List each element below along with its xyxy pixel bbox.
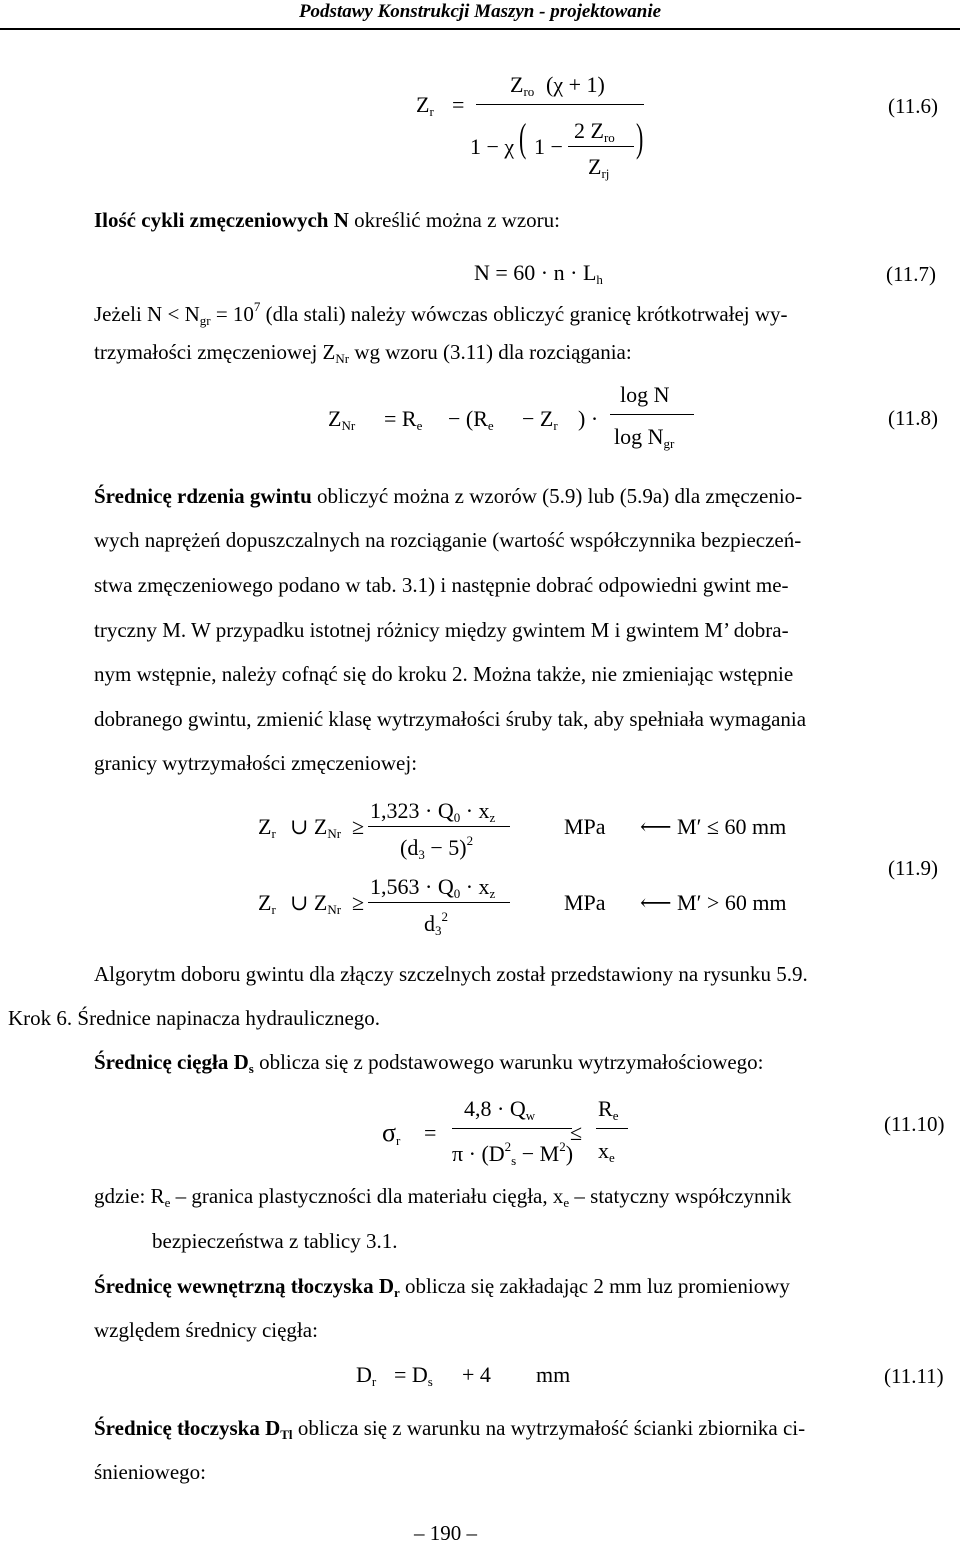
fraction-bar: [368, 902, 510, 903]
paragraph-inner-line2: względem średnicy cięgła:: [94, 1318, 318, 1342]
paragraph-if-line1: Jeżeli $N < N_{gr} = 10^7$ (dla stali) należy wówczas obliczyć granicę krótkotrwałej wy-: [94, 299, 788, 328]
paragraph-inner-line1: Średnicę wewnętrzną tłoczyska $D_r$ oblicza się zakładając 2 mm luz promieniowy: [94, 1274, 790, 1300]
fraction-bar: [452, 1128, 572, 1129]
equation-number: (11.9): [888, 856, 938, 880]
header-rule: [0, 28, 960, 30]
paragraph-algorithm: Algorytm doboru gwintu dla złączy szczelnych został przedstawiony na rysunku 5.9.: [94, 962, 808, 986]
paragraph-if-line2: trzymałości zmęczeniowej $Z_{Nr}$ wg wzoru (3.11) dla rozciągania:: [94, 340, 632, 366]
paragraph-cycles: Ilość cykli zmęczeniowych N określić można z wzoru:: [94, 208, 560, 232]
inner-fraction-bar: [568, 146, 634, 147]
equation-number: (11.8): [888, 406, 938, 430]
equation-number: (11.10): [884, 1112, 945, 1136]
fraction-bar: [476, 104, 644, 105]
paragraph-piston-line1: Średnicę tłoczyska $D_{Tl}$ oblicza się z warunku na wytrzymałość ścianki zbiornika ci-: [94, 1416, 806, 1442]
equation-number: (11.6): [888, 94, 938, 118]
page-number: – 190 –: [414, 1521, 477, 1545]
paragraph-where-line2: bezpieczeństwa z tablicy 3.1.: [152, 1229, 398, 1253]
paragraph-rod: Średnicę cięgła $D_s$ oblicza się z podstawowego warunku wytrzymałościowego:: [94, 1050, 764, 1076]
fraction-bar: [596, 1128, 628, 1129]
equation-number: (11.11): [884, 1364, 944, 1388]
fraction-bar: [610, 414, 694, 415]
page-header: Podstawy Konstrukcji Maszyn - projektowanie: [298, 1, 662, 22]
paragraph-piston-line2: śnieniowego:: [94, 1460, 206, 1484]
equation-number: (11.7): [886, 262, 936, 286]
fraction-bar: [368, 826, 510, 827]
step-6-heading: Krok 6. Średnice napinacza hydraulicznego.: [8, 1006, 381, 1030]
paragraph-where-line1: gdzie: $R_e$ – granica plastyczności dla materiału cięgła, $x_e$ – statyczny współczynnik: [94, 1184, 792, 1210]
